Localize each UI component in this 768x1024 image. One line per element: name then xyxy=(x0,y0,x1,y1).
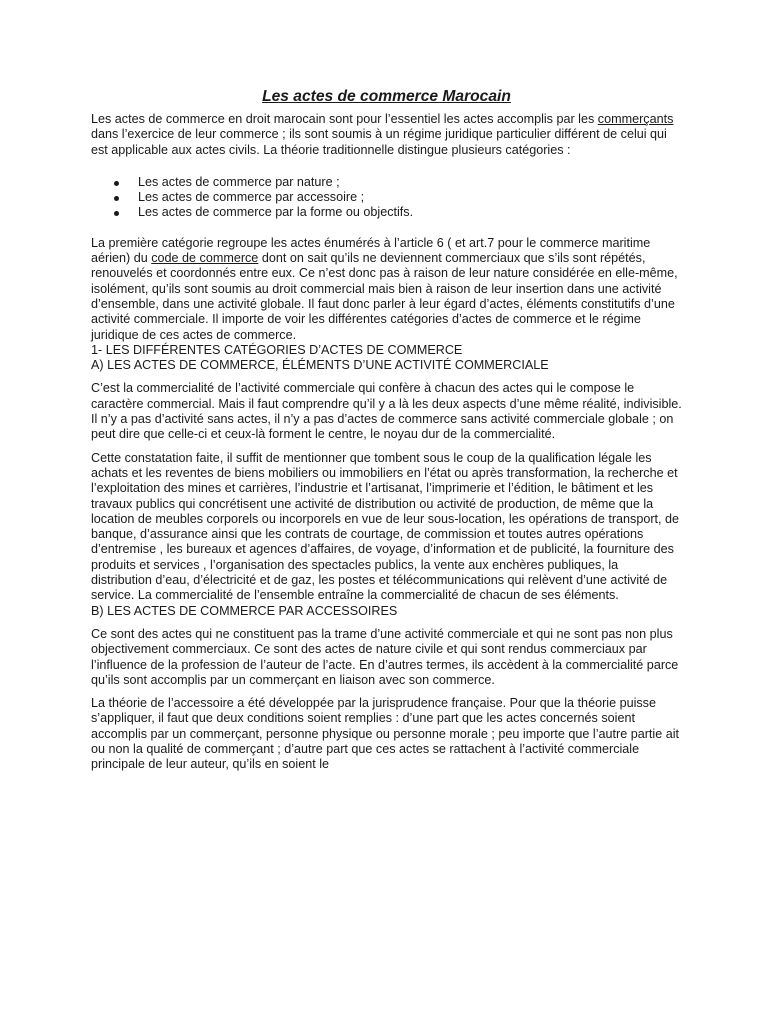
list-item-label: Les actes de commerce par la forme ou objectifs. xyxy=(138,205,414,220)
commercants-link[interactable]: commerçants xyxy=(597,112,674,126)
document-title: Les actes de commerce Marocain xyxy=(262,88,511,105)
para2-text-end: dont on sait qu’ils ne deviennent commerciaux que s’ils sont répétés, renouvelés et coordonnés entre eux. Ce n’est donc pas à raison de leur nature considérée en elle-même, isolément, qu’ils sont soumis au droit commercial mais bien à raison de leur insertion dans une activité d’ensemble, dans une activité globale. Il faut donc parler à leur égard d’actes, éléments constitutifs d’une activité commerciale. Il importe de voir les différentes catégories d’actes de commerce et le régime juridique de ces actes de commerce. xyxy=(91,251,678,342)
bullet-icon xyxy=(114,196,119,201)
section-b-heading: B) LES ACTES DE COMMERCE PAR ACCESSOIRES xyxy=(91,603,398,618)
list-item-label: Les actes de commerce par accessoire ; xyxy=(138,190,365,205)
section-b-paragraph-2: La théorie de l’accessoire a été développée par la jurisprudence française. Pour que la théorie puisse s’appliquer, il faut que deux conditions soient remplies : d’une part que les actes concernés soient accomplis par un commerçant, personne physique ou personne morale ; peu importe que l’autre partie ait ou non la qualité de commerçant ; d’autre part que ces actes se rattachent à l’activité commerciale principale de leur auteur, qu’ils en soient le xyxy=(91,696,680,772)
first-category-paragraph xyxy=(91,236,682,343)
para2-text-start: La première catégorie regroupe les actes énumérés à l’article 6 ( et art.7 pour le commerce maritime aérien) du xyxy=(91,235,651,266)
section-b-paragraph-1: Ce sont des actes qui ne constituent pas la trame d’une activité commerciale et qui ne sont pas non plus objectivement commerciaux. Ce sont des actes de nature civile et qui sont rendus commerciaux par l’influence de la profession de l’auteur de l’acte. En d’autres termes, ils accèdent à la commercialité parce qu’ils sont accomplis par un commerçant en liaison avec son commerce. xyxy=(91,626,679,687)
section-a-paragraph-1: C’est la commercialité de l’activité commerciale qui confère à chacun des actes qui le compose le caractère commercial. Mais il faut comprendre qu’il y a là les deux aspects d’une même réalité, indivisible. Il n’y a pas d’activité sans actes, il n’y a pas d’actes de commerce sans activité commerciale globale ; on peut dire que celle-ci et ceux-là forment le centre, le noyau dur de la commercialité. xyxy=(91,381,682,442)
section-a-paragraph-2: Cette constatation faite, il suffit de mentionner que tombent sous le coup de la qualification légale les achats et les reventes de biens mobiliers ou immobiliers en l’état ou après transformation, la recherche et l’exploitation des mines et carrières, l’industrie et l’artisanat, l’imprimerie et l’édition, le bâtiment et les travaux publics qui concrétisent une activité de distribution ou activité de production, de même que la location de meubles corporels ou incorporels en vue de leur sous-location, les opérations de transport, de banque, d’assurance ainsi que les contrats de courtage, de commission et toutes autres opérations d’entremise , les bureaux et agences d’affaires, de voyage, d’information et de publicité, la fourniture des produits et services , l’organisation des spectacles publics, la vente aux enchères publiques, la distribution d’eau, d’électricité et de gaz, les postes et télécommunications qui relèvent d’une activité de service. La commercialité de l’ensemble entraîne la commercialité de chacun de ses éléments. xyxy=(91,450,680,603)
intro-text-end: dans l’exercice de leur commerce ; ils sont soumis à un régime juridique particulier différent de celui qui est applicable aux actes civils. La théorie traditionnelle distingue plusieurs catégories : xyxy=(91,127,667,157)
list-item xyxy=(91,190,682,205)
list-item xyxy=(91,205,682,220)
bullet-icon xyxy=(114,181,119,186)
list-item-label: Les actes de commerce par nature ; xyxy=(138,174,340,189)
code-de-commerce-link[interactable]: code de commerce xyxy=(151,251,259,266)
intro-paragraph xyxy=(91,112,682,158)
categories-list xyxy=(91,175,682,221)
section-a-heading: A) LES ACTES DE COMMERCE, ÉLÉMENTS D’UNE ACTIVITÉ COMMERCIALE xyxy=(91,358,549,373)
section-1-heading: 1- LES DIFFÉRENTES CATÉGORIES D’ACTES DE COMMERCE xyxy=(91,342,463,357)
list-item xyxy=(91,175,682,190)
intro-text-start: Les actes de commerce en droit marocain sont pour l’essentiel les actes accomplis par les xyxy=(91,112,598,126)
bullet-icon xyxy=(114,211,119,216)
